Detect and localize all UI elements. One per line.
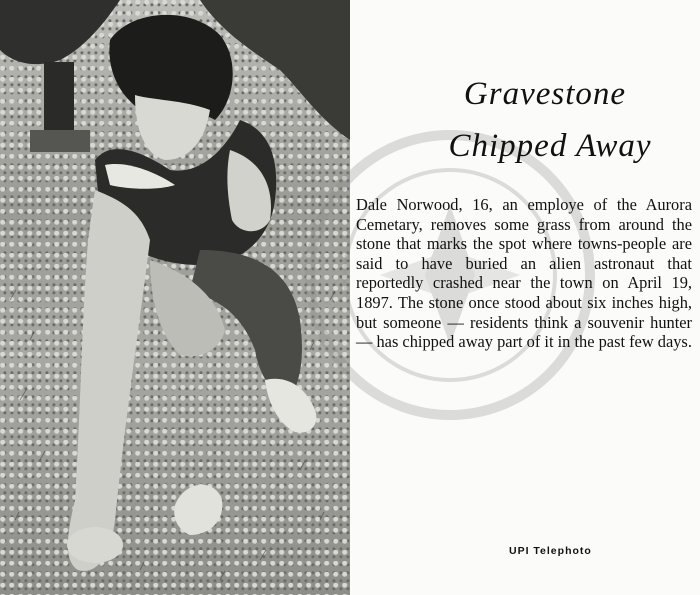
headline-line-1: Gravestone [463,76,627,112]
photo-caption: Dale Norwood, 16, an employe of the Aurora Cemetary, removes some grass from around the stone that marks the spot where towns-people are said to have buried an alien astronaut that reportedly crashed near the town on April 19, 1897. The stone once stood about six inches high, but someone — residents think a souvenir hunter — has chipped away part of it in the past few days. [356,195,692,352]
photo-credit: UPI Telephoto [509,545,592,557]
headline-line-2: Chipped Away [448,128,652,164]
